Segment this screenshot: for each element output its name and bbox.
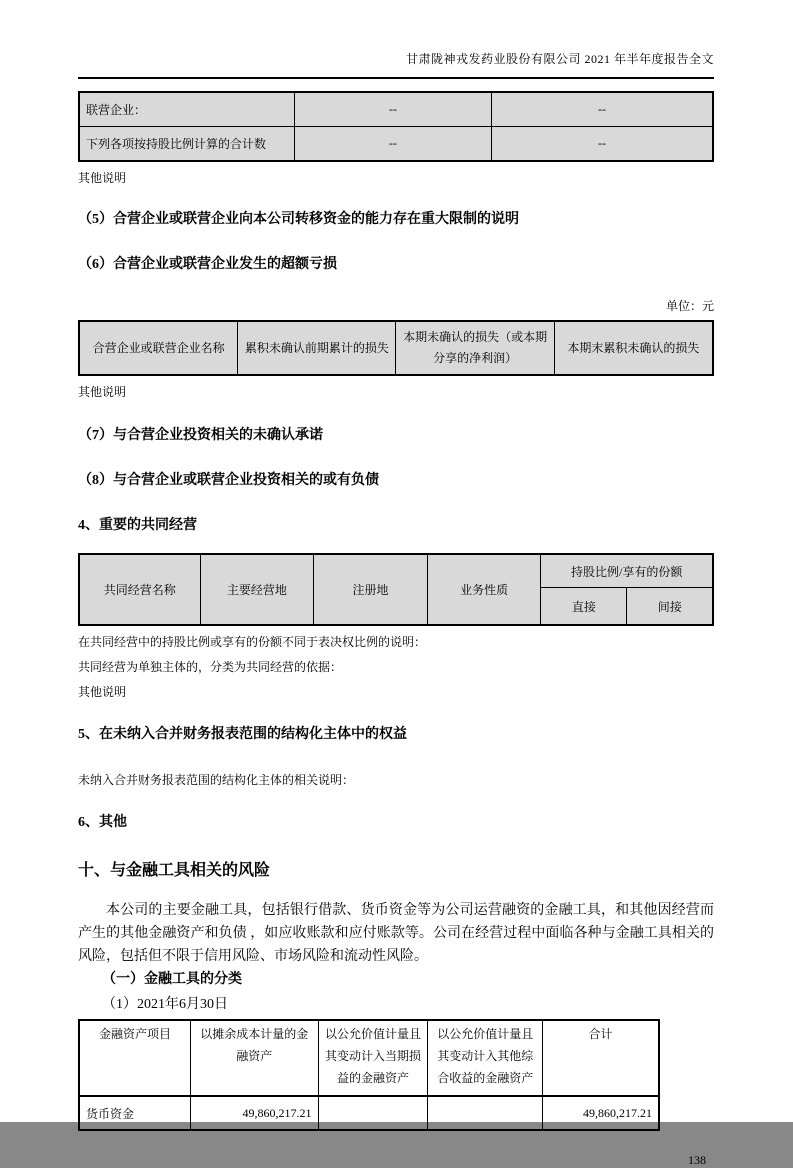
unrecognized-loss-table [78,320,714,376]
other-note: 其他说明 [78,685,127,699]
table-row [79,92,713,127]
column-header: 业务性质 [427,554,541,625]
row-value: -- [294,127,491,162]
column-header: 本期未确认的损失（或本期分享的净利润） [396,321,554,375]
document-header [78,0,714,79]
row-label: 货币资金 [79,1096,190,1130]
column-header: 以公允价值计量且其变动计入其他综合收益的金融资产 [428,1020,543,1096]
cell-value: 49,860,217.21 [190,1096,318,1130]
cell-value [318,1096,428,1130]
date-subheading: （1）2021年6月30日 [102,997,228,1012]
row-value: -- [294,92,491,127]
structured-entity-note: 未纳入合并财务报表范围的结构化主体的相关说明： [78,773,355,787]
row-value: -- [492,92,713,127]
column-header: 合计 [543,1020,659,1096]
table-header-row [79,1020,659,1096]
section-4-heading: 4、重要的共同经营 [78,518,197,533]
other-note: 其他说明 [78,385,127,399]
column-header: 共同经营名称 [79,554,200,625]
joint-basis-note: 共同经营为单独主体的，分类为共同经营的依据： [78,660,343,674]
row-value: -- [492,127,713,162]
column-header: 以公允价值计量且其变动计入当期损益的金融资产 [318,1020,428,1096]
column-header: 本期末累积未确认的损失 [554,321,713,375]
cell-value: 49,860,217.21 [543,1096,659,1130]
joint-operation-table [78,553,714,626]
unit-label: 单位：元 [665,299,714,313]
heading-6: （6）合营企业或联营企业发生的超额亏损 [78,257,337,272]
column-header: 直接 [541,588,627,626]
column-header: 间接 [627,588,713,626]
column-header: 以摊余成本计量的金融资产 [190,1020,318,1096]
heading-8: （8）与合营企业或联营企业投资相关的或有负债 [78,473,379,488]
section-5-heading: 5、在未纳入合并财务报表范围的结构化主体中的权益 [78,727,407,742]
table-header-row [79,321,713,375]
joint-share-note: 在共同经营中的持股比例或享有的份额不同于表决权比例的说明： [78,635,427,649]
column-header: 主要经营地 [200,554,314,625]
risk-paragraph: 本公司的主要金融工具，包括银行借款、货币资金等为公司运营融资的金融工具，和其他因经营而产生的其他金融资产和负债 ，如应收账款和应付账款等。公司在经营过程中面临各种与金融工具相关的风险，包括但不限于信用风险、市场风险和流动性风险。 [78,903,714,964]
other-note: 其他说明 [78,171,127,185]
document-title: 甘肃陇神戎发药业股份有限公司 2021 年半年度报告全文 [405,52,714,66]
financial-assets-table [78,1019,660,1131]
table-row [79,127,713,162]
column-header: 金融资产项目 [79,1020,190,1096]
column-header: 累积未确认前期累计的损失 [238,321,396,375]
column-header-group: 持股比例/享有的份额 [541,554,713,588]
section-6-heading: 6、其他 [78,815,127,830]
page-number: 138 [688,1153,706,1167]
column-header: 注册地 [314,554,428,625]
classification-heading: （一）金融工具的分类 [102,972,242,987]
table-row [79,1096,659,1130]
cell-value [428,1096,543,1130]
heading-7: （7）与合营企业投资相关的未确认承诺 [78,428,323,443]
column-header: 合营企业或联营企业名称 [79,321,238,375]
section-10-heading: 十、与金融工具相关的风险 [78,862,271,879]
table-header-row [79,554,713,588]
heading-5: （5）合营企业或联营企业向本公司转移资金的能力存在重大限制的说明 [78,212,519,227]
row-label: 下列各项按持股比例计算的合计数 [79,127,294,162]
associate-summary-table [78,91,714,162]
row-label: 联营企业： [79,92,294,127]
